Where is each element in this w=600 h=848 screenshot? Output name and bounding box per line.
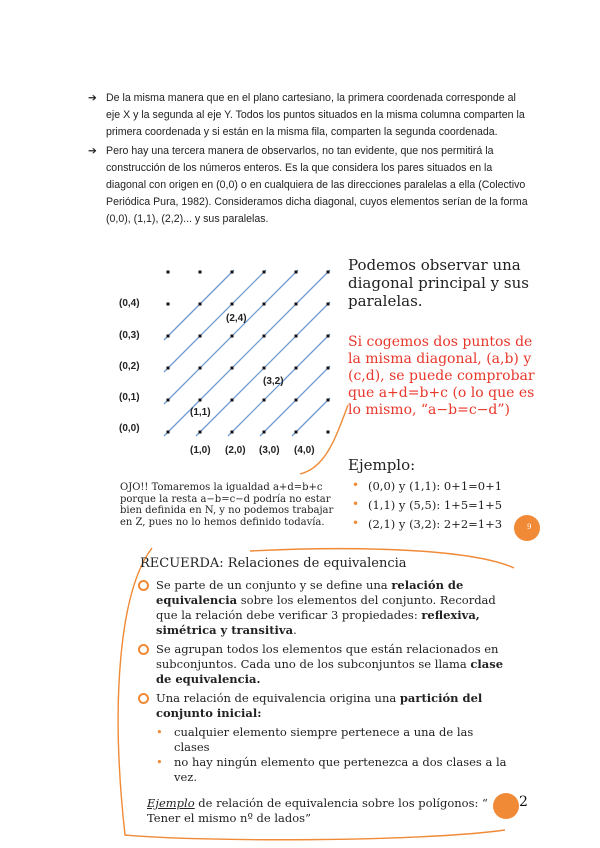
diagonal-grid	[110, 262, 342, 458]
lattice-point	[327, 399, 330, 402]
x-label: (1,0)	[190, 445, 211, 456]
lattice-point	[263, 335, 266, 338]
lattice-point	[295, 399, 298, 402]
lattice-point	[295, 271, 298, 274]
lattice-point	[327, 271, 330, 274]
y-label: (0,2)	[119, 361, 140, 372]
list-item: Una relación de equivalencia origina una partición del conjunto inicial:	[138, 691, 510, 721]
lattice-point	[263, 271, 266, 274]
arrow-icon: ➔	[88, 92, 97, 104]
diagonal-line	[164, 270, 266, 372]
recuerda-title: RECUERDA: Relaciones de equivalencia	[140, 556, 407, 571]
ojo-note: OJO!! Tomaremos la igualdad a+d=b+c porque la resta a−b=c−d podría no estar bien definida en N, y no podemos trabajar en Z, pues no lo hemos definido todavía.	[120, 482, 334, 528]
bullet-icon: •	[352, 478, 360, 492]
lattice-point	[263, 367, 266, 370]
y-label: (0,3)	[119, 330, 140, 341]
lattice-point	[231, 399, 234, 402]
lattice-point	[327, 335, 330, 338]
lattice-point	[263, 303, 266, 306]
lattice-point	[231, 271, 234, 274]
bullet-icon: •	[352, 497, 360, 511]
x-label: (2,0)	[225, 445, 246, 456]
x-label: (3,0)	[259, 445, 280, 456]
sub-item: • cualquier elemento siempre pertenece a una de las clases	[156, 725, 474, 754]
lattice-point	[327, 431, 330, 434]
list-item: Se agrupan todos los elementos que están relacionados en subconjuntos. Cada uno de los subconjuntos se llama clase de equivalencia.	[138, 642, 510, 687]
y-label: (0,4)	[119, 298, 140, 309]
ring-bullet-icon	[138, 693, 149, 704]
lattice-point	[167, 367, 170, 370]
bullet-1-text: De la misma manera que en el plano cartesiano, la primera coordenada corresponde al eje X y la segunda al eje Y. Todos los puntos situados en la misma columna comparten la primera coordenada y si están en la misma fila, comparten la segunda coordenada.	[106, 92, 525, 138]
lattice-point	[231, 367, 234, 370]
lattice-point	[199, 399, 202, 402]
lattice-point	[263, 399, 266, 402]
lattice-point	[167, 431, 170, 434]
side-page-number: 9	[527, 523, 532, 531]
ejemplo-list	[352, 477, 502, 534]
lattice-point	[199, 335, 202, 338]
lattice-point	[327, 303, 330, 306]
list-item: Se parte de un conjunto y se define una relación de equivalencia sobre los elementos del conjunto. Recordad que la relación debe verificar 3 propiedades: reflexiva, simétrica y transitiva.	[138, 578, 510, 638]
arrow-icon: ➔	[88, 145, 97, 157]
bullet-icon: •	[156, 755, 163, 769]
lattice-point	[199, 303, 202, 306]
point-label: (3,2)	[263, 376, 284, 387]
ring-bullet-icon	[138, 644, 149, 655]
ejemplo-label: Ejemplo	[147, 796, 195, 810]
point-label: (1,1)	[190, 407, 211, 418]
ejemplo-title: Ejemplo:	[348, 456, 416, 474]
lattice-point	[199, 271, 202, 274]
lattice-point	[295, 367, 298, 370]
list-item: • (0,0) y (1,1): 0+1=0+1	[352, 478, 503, 493]
list-item: • (1,1) y (5,5): 1+5=1+5	[352, 497, 503, 512]
lattice-point	[231, 335, 234, 338]
note-diagonal: Podemos observar una diagonal principal y sus paralelas.	[348, 256, 529, 310]
recuerda-list	[138, 578, 510, 785]
note-red-property: Si cogemos dos puntos de la misma diagonal, (a,b) y (c,d), se puede comprobar que a+d=b+c (o lo que es lo mismo, “a−b=c−d”)	[348, 334, 535, 418]
bullet-icon: •	[352, 516, 360, 530]
lattice-point	[231, 431, 234, 434]
x-label: (4,0)	[294, 445, 315, 456]
y-label: (0,0)	[119, 423, 140, 434]
lattice-point	[167, 271, 170, 274]
lattice-point	[199, 431, 202, 434]
y-label: (0,1)	[119, 392, 140, 403]
list-item: • (2,1) y (3,2): 2+2=1+3	[352, 516, 503, 531]
lattice-point	[295, 431, 298, 434]
diagonal-line	[164, 270, 330, 436]
sub-item: • no hay ningún elemento que pertenezca a dos clases a la vez.	[156, 755, 507, 784]
lattice-point	[167, 399, 170, 402]
lattice-point	[327, 367, 330, 370]
bullet-2-text: Pero hay una tercera manera de observarlos, no tan evidente, que nos permitirá la construcción de los números enteros. Es la que considera los pares situados en la diagonal con origen en (0,0) o en cualquiera de las direcciones paralelas a ella (Colectivo Periódica Pura, 1982). Consideramos dicha diagonal, cuyos elementos serían de la forma (0,0), (1,1), (2,2)... y sus paralelas.	[106, 145, 528, 225]
lattice-point	[167, 303, 170, 306]
bullet-icon: •	[156, 725, 163, 739]
lattice-point	[263, 431, 266, 434]
lattice-point	[199, 367, 202, 370]
page-number: 2	[519, 794, 528, 810]
ejemplo-final: Ejemplo de relación de equivalencia sobre los polígonos: “ Tener el mismo nº de lados”	[147, 796, 488, 825]
diagonal-line	[292, 398, 330, 436]
lattice-point	[167, 335, 170, 338]
point-label: (2,4)	[226, 313, 247, 324]
ring-bullet-icon	[138, 580, 149, 591]
lattice-point	[295, 335, 298, 338]
lattice-point	[231, 303, 234, 306]
lattice-point	[295, 303, 298, 306]
